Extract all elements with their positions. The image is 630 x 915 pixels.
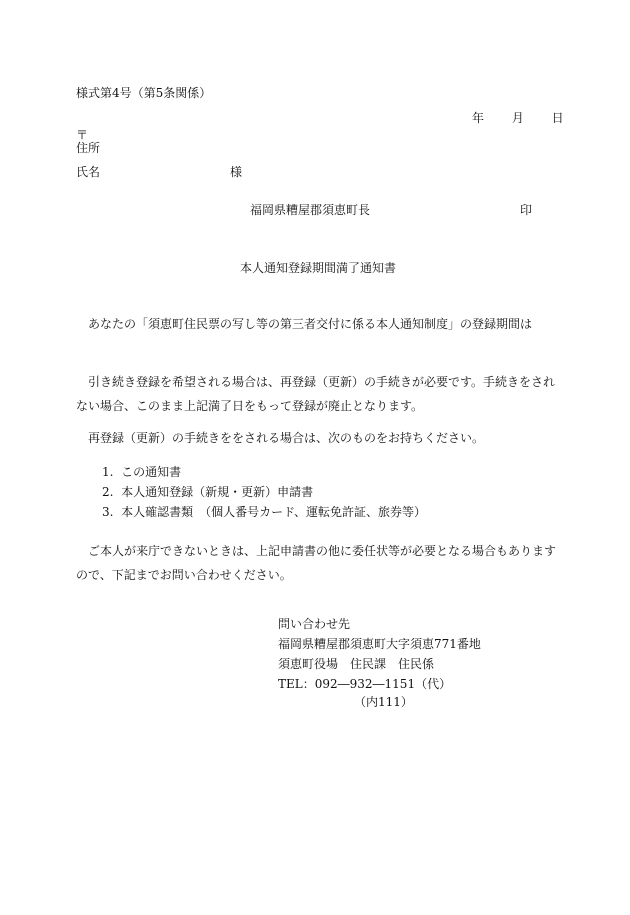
contact-extension: （内111） (354, 695, 413, 709)
contact-tel: TEL：092―932―1151（代） (278, 677, 452, 691)
date-day: 日 (551, 111, 564, 125)
seal-mark: 印 (520, 203, 533, 217)
postal-mark: 〒 (76, 128, 89, 142)
honorific: 様 (230, 165, 243, 179)
list-item (102, 465, 181, 479)
item-text: 本人確認書類 （個人番号カード、運転免許証、旅券等） (121, 505, 427, 519)
issuer-name: 福岡県糟屋郡須恵町長 (250, 203, 371, 217)
contact-office: 須恵町役場 住民課 住民係 (278, 657, 435, 671)
date-month: 月 (511, 111, 524, 125)
address-label: 住所 (76, 141, 101, 155)
item-text: 本人通知登録（新規・更新）申請書 (121, 485, 314, 499)
contact-heading: 問い合わせ先 (278, 617, 351, 631)
paragraph-registration-period: あなたの「須恵町住民票の写し等の第三者交付に係る本人通知制度」の登録期間は (88, 317, 533, 331)
item-number: 1. (102, 465, 114, 479)
name-label: 氏名 (76, 165, 101, 179)
date-year: 年 (472, 111, 485, 125)
form-number: 様式第4号（第5条関係） (76, 86, 212, 100)
document-title: 本人通知登録期間満了通知書 (240, 261, 397, 275)
contact-address: 福岡県糟屋郡須恵町大字須恵771番地 (278, 637, 481, 651)
date-line (472, 111, 564, 125)
paragraph-renewal-notice: 引き続き登録を希望される場合は、再登録（更新）の手続きが必要です。手続きをされない場合、このまま上記満了日をもって登録が廃止となります。 (76, 375, 556, 413)
item-text: この通知書 (121, 465, 182, 479)
item-number: 3. (102, 505, 114, 519)
list-item (102, 505, 426, 519)
list-item (102, 485, 313, 499)
paragraph-proxy-notice: ご本人が来庁できないときは、上記申請書の他に委任状等が必要となる場合もありますので、下記までお問い合わせください。 (76, 544, 557, 582)
paragraph-bring-items: 再登録（更新）の手続きををされる場合は、次のものをお持ちください。 (88, 431, 485, 445)
item-number: 2. (102, 485, 114, 499)
